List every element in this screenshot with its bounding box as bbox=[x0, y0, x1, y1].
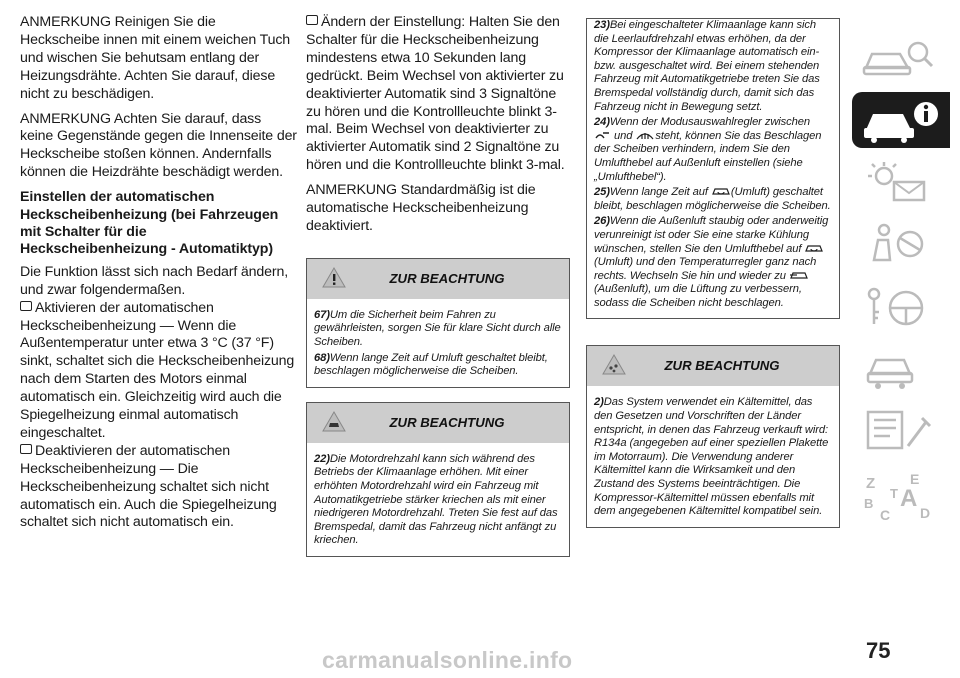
footnote-number: 24) bbox=[594, 116, 610, 129]
chapter-sidebar bbox=[852, 30, 950, 526]
tab-car-info[interactable] bbox=[852, 92, 950, 148]
index-letter: T bbox=[890, 486, 898, 501]
body-paragraph: Die Funktion lässt sich nach Bedarf ändern, und zwar folgendermaßen. bbox=[20, 263, 288, 298]
page-number: 75 bbox=[866, 638, 891, 663]
bullet-icon bbox=[306, 15, 318, 25]
footnote-text: Wenn die Außenluft staubig oder anderweitig verunreinigt ist oder Sie eine starke Kühlung wünschen, stellen Sie den Umlufthebel auf bbox=[594, 215, 829, 255]
bullet-icon bbox=[20, 301, 32, 311]
footnote-text: (Außenluft), um die Lüftung zu verbessern, sodass die Scheiben nicht beschlagen. bbox=[594, 283, 802, 309]
warning-header bbox=[307, 403, 569, 443]
footnote bbox=[594, 215, 832, 310]
footnote-text: Um die Sicherheit beim Fahren zu gewährleisten, sorgen Sie für klare Sicht durch alle Scheiben. bbox=[314, 308, 561, 349]
index-letter: E bbox=[910, 471, 920, 487]
column-1 bbox=[20, 14, 297, 539]
index-letter: A bbox=[900, 485, 918, 512]
warning-header bbox=[307, 259, 569, 299]
tab-car-search[interactable] bbox=[852, 30, 950, 86]
recirculation-icon bbox=[711, 186, 731, 196]
warning-body bbox=[307, 299, 569, 387]
footnote-number: 23) bbox=[594, 19, 610, 31]
footnote-text: Wenn lange Zeit auf Umluft geschaltet bleibt, beschlagen möglicherweise die Scheiben. bbox=[314, 351, 548, 378]
car-search-icon bbox=[860, 34, 942, 82]
key-steering-icon bbox=[860, 282, 942, 330]
bullet-item bbox=[306, 14, 570, 175]
recirculation-icon bbox=[804, 243, 824, 253]
bullet-text: Deaktivieren der automatischen Heckscheibenheizung — Die Heckscheibenheizung schaltet sich nicht automatisch ein. Auch die Spiegelheizung schaltet sich nicht automatisch ein. bbox=[20, 442, 277, 531]
tab-index[interactable] bbox=[852, 464, 950, 523]
footnote bbox=[594, 186, 832, 213]
warning-title: ZUR BEACHTUNG bbox=[389, 270, 505, 286]
note-paragraph: ANMERKUNG Achten Sie darauf, dass keine Gegenstände gegen die Innenseite der Heckscheibe stoßen können. Andernfalls können die Heizdrähte beschädigt werden. bbox=[20, 110, 297, 181]
watermark: carmanualsonline.info bbox=[322, 647, 573, 673]
checklist-tools-icon bbox=[860, 406, 942, 454]
tab-safety[interactable] bbox=[852, 216, 950, 272]
footnote-text: und bbox=[614, 129, 633, 142]
outside-air-icon bbox=[789, 270, 809, 280]
footnote-text: (Umluft) geschaltet bleibt, beschlagen möglicherweise die Scheiben. bbox=[594, 186, 831, 212]
warning-box bbox=[586, 345, 840, 527]
footnote bbox=[594, 116, 832, 184]
footnote-text: Bei eingeschalteter Klimaanlage kann sich die Leerlaufdrehzahl etwas erhöhen, da der Kompressor der Klimaanlage automatisch ein- bzw. ausgeschaltet wird. Bei einem stehenden Fahrzeug mit Automatikgetriebe treten Sie das Bremspedal vollständig durch, damit sich das Fahrzeug nicht in Bewegung setzt. bbox=[594, 19, 820, 113]
bullet-item bbox=[20, 300, 297, 443]
index-letter: C bbox=[880, 507, 891, 523]
footnote-number: 2) bbox=[594, 396, 604, 409]
footnote-number: 67) bbox=[314, 308, 330, 321]
warning-body bbox=[307, 443, 569, 556]
footnote-text: Das System verwendet ein Kältemittel, das den Gesetzen und Vorschriften der Länder entspricht, in denen das Fahrzeug verkauft wird: R134a (angegeben auf einer speziellen Plakette im Motorraum). Die Verwendung anderer Kältemittel kann die Wirksamkeit und den Zustand des Systems beeinträchtigen. Die Kompressor-Kältemittel müssen ebenfalls mit dem angegebenen Kältemittel kompatibel sein. bbox=[594, 396, 829, 518]
bullet-text: Aktivieren der automatischen Heckscheibenheizung — Wenn die Außentemperatur unter etwa 3 °C (37 °F) sinkt, schaltet sich die Heckscheibenheizung nach dem Starten des Motors einmal automatisch ein. Gleichzeitig wird auch die Spiegelheizung einmal automatisch eingeschaltet. bbox=[20, 299, 295, 441]
car-emergency-icon bbox=[860, 344, 942, 392]
footnote bbox=[314, 453, 562, 548]
light-envelope-icon bbox=[860, 158, 942, 206]
warning-title: ZUR BEACHTUNG bbox=[389, 414, 505, 430]
note-paragraph: ANMERKUNG Standardmäßig ist die automatische Heckscheibenheizung deaktiviert. bbox=[306, 182, 536, 234]
footnote bbox=[314, 352, 562, 379]
footnote-text: Wenn lange Zeit auf bbox=[609, 186, 708, 199]
footnote-text: Die Motordrehzahl kann sich während des Betriebs der Klimaanlage erhöhen. Mit einer erhöhten Motordrehzahl wird ein Fahrzeug mit Automatikgetriebe stärker kriechen als mit einer niedrigeren Motordrehzahl. Treten Sie fest auf das Bremspedal, damit das Fahrzeug nicht anfängt zu kriechen. bbox=[314, 452, 558, 547]
index-letter: D bbox=[920, 505, 931, 521]
warning-title: ZUR BEACHTUNG bbox=[664, 358, 780, 374]
warning-box bbox=[306, 258, 570, 388]
footnote bbox=[314, 309, 562, 350]
bullet-text: Ändern der Einstellung: Halten Sie den Schalter für die Heckscheibenheizung mindestens etwa 10 Sekunden lang gedrückt. Beim Wechsel von aktivierter zu deaktivierter Automatik sind 3 Signaltöne zu hören und die Kontrollleuchte blinkt 3-mal. Beim Wechsel von deaktivierter zu aktivierter Automatik sind 2 Signaltöne zu hören und die Kontrollleuchte blinkt 3-mal. bbox=[306, 14, 565, 174]
index-letter: B bbox=[864, 496, 874, 511]
footnote bbox=[594, 396, 832, 518]
footnote-box bbox=[586, 18, 840, 319]
column-2 bbox=[306, 14, 570, 571]
footnote-text: (Umluft) und den Temperaturregler ganz nach rechts. Wechseln Sie hin und wieder zu bbox=[594, 256, 817, 282]
footnote-number: 26) bbox=[594, 215, 610, 228]
alphabet-index-icon bbox=[860, 468, 942, 524]
warning-body bbox=[587, 386, 839, 526]
tab-emergency[interactable] bbox=[852, 340, 950, 396]
bullet-item bbox=[20, 443, 297, 533]
column-3 bbox=[586, 18, 840, 542]
footnote-number: 25) bbox=[594, 186, 610, 199]
footnote-text: Wenn der Modusauswahlregler zwischen bbox=[609, 116, 811, 129]
airbag-icon bbox=[860, 220, 942, 268]
footnote bbox=[594, 19, 832, 114]
warning-box bbox=[306, 402, 570, 557]
defrost-icon bbox=[635, 130, 655, 140]
car-info-icon bbox=[860, 96, 942, 144]
section-heading: Einstellen der automatischen Heckscheibenheizung (bei Fahrzeugen mit Schalter für die Heckscheibenheizung - Automatiktyp) bbox=[20, 189, 279, 258]
footnote-number: 68) bbox=[314, 351, 330, 364]
tab-maintenance[interactable] bbox=[852, 402, 950, 458]
bullet-icon bbox=[20, 444, 32, 454]
note-paragraph: ANMERKUNG Reinigen Sie die Heckscheibe innen mit einem weichen Tuch und wischen Sie behutsam entlang der Heizungsdrähte. Achten Sie darauf, diese nicht zu beschädigen. bbox=[20, 14, 291, 102]
tab-driving[interactable] bbox=[852, 278, 950, 334]
footnote-text: steht, können Sie das Beschlagen der Scheiben verhindern, indem Sie den Umlufthebel auf Außenluft einstellen (siehe „Umlufthebel“). bbox=[594, 129, 822, 183]
tab-lights[interactable] bbox=[852, 154, 950, 210]
footnote-number: 22) bbox=[314, 452, 330, 465]
warning-header bbox=[587, 346, 839, 386]
defrost-floor-mode-icon bbox=[594, 130, 614, 140]
index-letter: Z bbox=[866, 475, 876, 492]
